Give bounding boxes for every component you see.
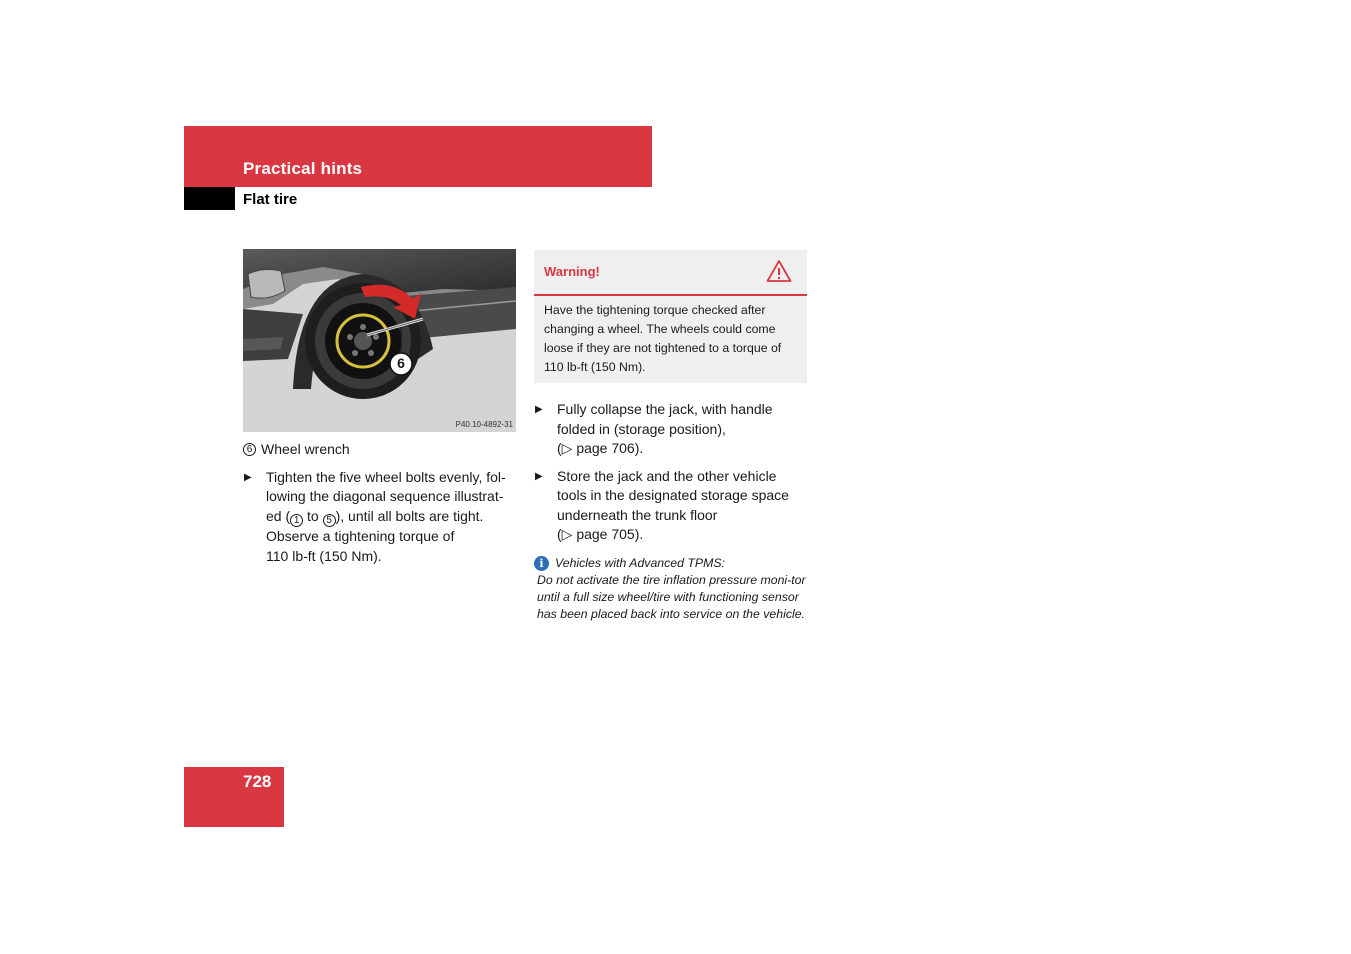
step-line: Fully collapse the jack, with handle [557,401,773,417]
step-text: ed ( [266,507,291,524]
step-line: 110 lb-ft (150 Nm). [266,547,382,564]
step-line: lowing the diagonal sequence illustrat- [266,488,504,504]
step-line: Observe a tightening torque of [266,528,455,544]
step-line: folded in (storage position), [557,420,726,437]
info-icon: i [534,556,549,571]
car-wheel-drawing [243,249,516,432]
step-line: Tighten the five wheel bolts evenly, fol- [266,468,506,485]
warning-body: Have the tightening torque checked after changing a wheel. The wheels could come loose if they are not tightened to a torque of 110 lb-ft (150 Nm). [544,303,782,374]
legend-number: 6 [243,443,256,456]
step-line: underneath the trunk floor [557,506,718,523]
info-heading: Vehicles with Advanced TPMS: [555,555,725,570]
figure-callout-6: 6 [397,355,405,371]
warning-box [534,250,807,383]
left-column [243,440,518,574]
step-store-jack [534,467,809,545]
step-collapse-jack [534,400,809,459]
step-line: Store the jack and the other vehicle [557,467,777,484]
bullet-arrow-icon: ▶ [535,470,543,482]
legend-label: Wheel wrench [261,441,350,457]
sequence-end-number: 5 [323,514,336,527]
info-note [534,555,809,623]
step-tighten-bolts [243,468,518,567]
step-text: ), until all bolts are tight. [335,507,484,524]
wheel-wrench-illustration [243,249,516,432]
section-tab-marker [184,187,235,210]
sequence-start-number: 1 [290,514,303,527]
right-column [534,400,809,623]
section-title: Practical hints [243,159,363,178]
step-line: tools in the designated storage space [557,487,789,503]
warning-title: Warning! [544,264,600,279]
warning-triangle-icon [766,259,792,288]
step-text: to [303,507,323,524]
legend-item [243,440,518,460]
figure-code: P40.10-4892-31 [455,420,513,429]
bullet-arrow-icon: ▶ [244,471,252,483]
subsection-title: Flat tire [243,191,298,208]
bullet-arrow-icon: ▶ [535,404,543,415]
page-reference: (▷ page 706). [557,440,644,456]
info-text: Do not activate the tire inflation pressure moni-tor until a full size wheel/tire with functioning sensor has been placed back into service on the vehicle. [537,572,806,621]
info-header [534,555,809,572]
page-number: 728 [243,772,272,791]
warning-header [534,250,807,296]
step-line [266,507,518,528]
page-reference: (▷ page 705). [557,526,644,542]
